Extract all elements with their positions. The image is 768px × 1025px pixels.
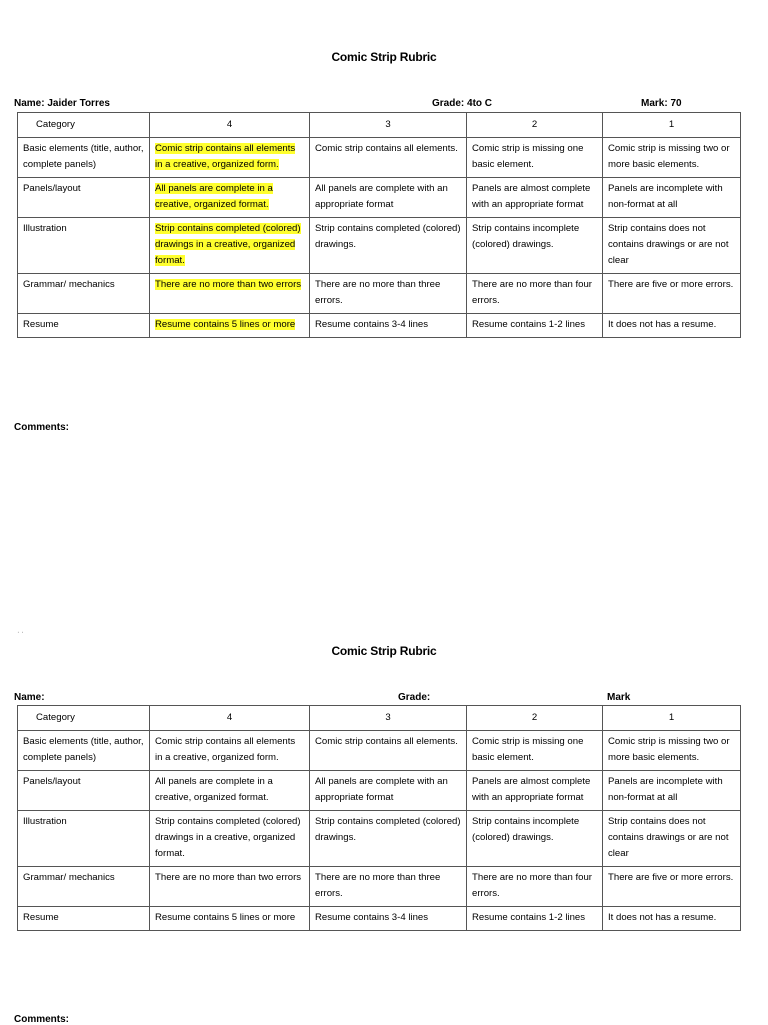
criteria-cell: There are no more than two errors bbox=[150, 867, 310, 907]
criteria-cell: There are no more than three errors. bbox=[310, 274, 467, 314]
criteria-cell: There are five or more errors. bbox=[603, 274, 741, 314]
criteria-cell: All panels are complete with an appropriate format bbox=[310, 771, 467, 811]
rubric-2-name: Name: bbox=[14, 692, 45, 703]
criteria-cell: There are five or more errors. bbox=[603, 867, 741, 907]
rubric-2-table bbox=[17, 705, 741, 931]
rubric-2-mark: Mark bbox=[607, 692, 631, 703]
criteria-cell: There are no more than four errors. bbox=[467, 274, 603, 314]
criteria-cell: It does not has a resume. bbox=[603, 314, 741, 338]
highlighted-text: Resume contains 5 lines or more bbox=[155, 319, 296, 330]
category-cell: Illustration bbox=[18, 811, 150, 867]
table-row bbox=[18, 811, 741, 867]
rubric-1-name: Name: Jaider Torres bbox=[14, 98, 110, 109]
criteria-cell: Comic strip is missing two or more basic elements. bbox=[603, 138, 741, 178]
criteria-cell: All panels are complete with an appropriate format bbox=[310, 178, 467, 218]
criteria-cell: Strip contains incomplete (colored) drawings. bbox=[467, 811, 603, 867]
header-score-3: 3 bbox=[310, 706, 467, 731]
table-row bbox=[18, 867, 741, 907]
table-row bbox=[18, 218, 741, 274]
criteria-cell: Strip contains does not contains drawings or are not clear bbox=[603, 218, 741, 274]
table-row bbox=[18, 178, 741, 218]
rubric-1-mark: Mark: 70 bbox=[641, 98, 682, 109]
rubric-1-title: Comic Strip Rubric bbox=[331, 50, 437, 64]
header-score-2: 2 bbox=[467, 113, 603, 138]
table-row bbox=[18, 138, 741, 178]
category-cell: Panels/layout bbox=[18, 178, 150, 218]
category-cell: Resume bbox=[18, 907, 150, 931]
category-cell: Grammar/ mechanics bbox=[18, 867, 150, 907]
rubric-1-grade: Grade: 4to C bbox=[432, 98, 493, 109]
rubric-2-comments-label: Comments: bbox=[14, 1014, 70, 1025]
criteria-cell: Comic strip contains all elements. bbox=[310, 138, 467, 178]
criteria-cell: Panels are incomplete with non-format at all bbox=[603, 771, 741, 811]
header-score-4: 4 bbox=[150, 706, 310, 731]
criteria-cell: Panels are incomplete with non-format at all bbox=[603, 178, 741, 218]
criteria-cell: Strip contains completed (colored) drawings in a creative, organized format. bbox=[150, 811, 310, 867]
header-score-3: 3 bbox=[310, 113, 467, 138]
category-cell: Grammar/ mechanics bbox=[18, 274, 150, 314]
table-row bbox=[18, 771, 741, 811]
category-cell: Illustration bbox=[18, 218, 150, 274]
header-category: Category bbox=[18, 706, 150, 731]
criteria-cell: Resume contains 1-2 lines bbox=[467, 907, 603, 931]
table-row bbox=[18, 274, 741, 314]
criteria-cell: All panels are complete in a creative, organized format. bbox=[150, 771, 310, 811]
criteria-cell: Strip contains completed (colored) drawings. bbox=[310, 218, 467, 274]
header-score-1: 1 bbox=[603, 706, 741, 731]
highlighted-text: All panels are complete in a creative, organized format. bbox=[155, 183, 273, 210]
criteria-cell: Resume contains 3-4 lines bbox=[310, 907, 467, 931]
header-score-1: 1 bbox=[603, 113, 741, 138]
rubric-2-grade: Grade: bbox=[398, 692, 431, 703]
rubric-2-title: Comic Strip Rubric bbox=[331, 644, 437, 658]
criteria-cell: Comic strip is missing one basic element. bbox=[467, 731, 603, 771]
category-cell: Basic elements (title, author, complete panels) bbox=[18, 138, 150, 178]
criteria-cell: Comic strip contains all elements. bbox=[310, 731, 467, 771]
criteria-cell: It does not has a resume. bbox=[603, 907, 741, 931]
criteria-cell-selected bbox=[150, 314, 310, 338]
rubric-1-header-row bbox=[18, 113, 741, 138]
criteria-cell: There are no more than three errors. bbox=[310, 867, 467, 907]
page-break-mark: ˈ ˈ bbox=[17, 632, 24, 639]
criteria-cell: Strip contains does not contains drawings or are not clear bbox=[603, 811, 741, 867]
rubric-1-comments-label: Comments: bbox=[14, 422, 70, 433]
criteria-cell: Strip contains incomplete (colored) drawings. bbox=[467, 218, 603, 274]
table-row bbox=[18, 731, 741, 771]
category-cell: Panels/layout bbox=[18, 771, 150, 811]
criteria-cell: Resume contains 3-4 lines bbox=[310, 314, 467, 338]
criteria-cell: Panels are almost complete with an appropriate format bbox=[467, 178, 603, 218]
criteria-cell: Comic strip contains all elements in a creative, organized form. bbox=[150, 731, 310, 771]
header-score-4: 4 bbox=[150, 113, 310, 138]
category-cell: Resume bbox=[18, 314, 150, 338]
criteria-cell-selected bbox=[150, 138, 310, 178]
highlighted-text: Comic strip contains all elements in a creative, organized form. bbox=[155, 143, 296, 170]
highlighted-text: Strip contains completed (colored) drawings in a creative, organized format. bbox=[155, 223, 301, 266]
criteria-cell-selected bbox=[150, 218, 310, 274]
criteria-cell: Comic strip is missing two or more basic elements. bbox=[603, 731, 741, 771]
table-row bbox=[18, 907, 741, 931]
rubric-2-header-row bbox=[18, 706, 741, 731]
criteria-cell: Resume contains 5 lines or more bbox=[150, 907, 310, 931]
table-row bbox=[18, 314, 741, 338]
category-cell: Basic elements (title, author, complete panels) bbox=[18, 731, 150, 771]
criteria-cell: Strip contains completed (colored) drawings. bbox=[310, 811, 467, 867]
highlighted-text: There are no more than two errors bbox=[155, 279, 302, 290]
criteria-cell: Resume contains 1-2 lines bbox=[467, 314, 603, 338]
criteria-cell: There are no more than four errors. bbox=[467, 867, 603, 907]
header-score-2: 2 bbox=[467, 706, 603, 731]
criteria-cell-selected bbox=[150, 178, 310, 218]
header-category: Category bbox=[18, 113, 150, 138]
criteria-cell: Comic strip is missing one basic element. bbox=[467, 138, 603, 178]
rubric-1-table bbox=[17, 112, 741, 338]
criteria-cell: Panels are almost complete with an appropriate format bbox=[467, 771, 603, 811]
criteria-cell-selected bbox=[150, 274, 310, 314]
